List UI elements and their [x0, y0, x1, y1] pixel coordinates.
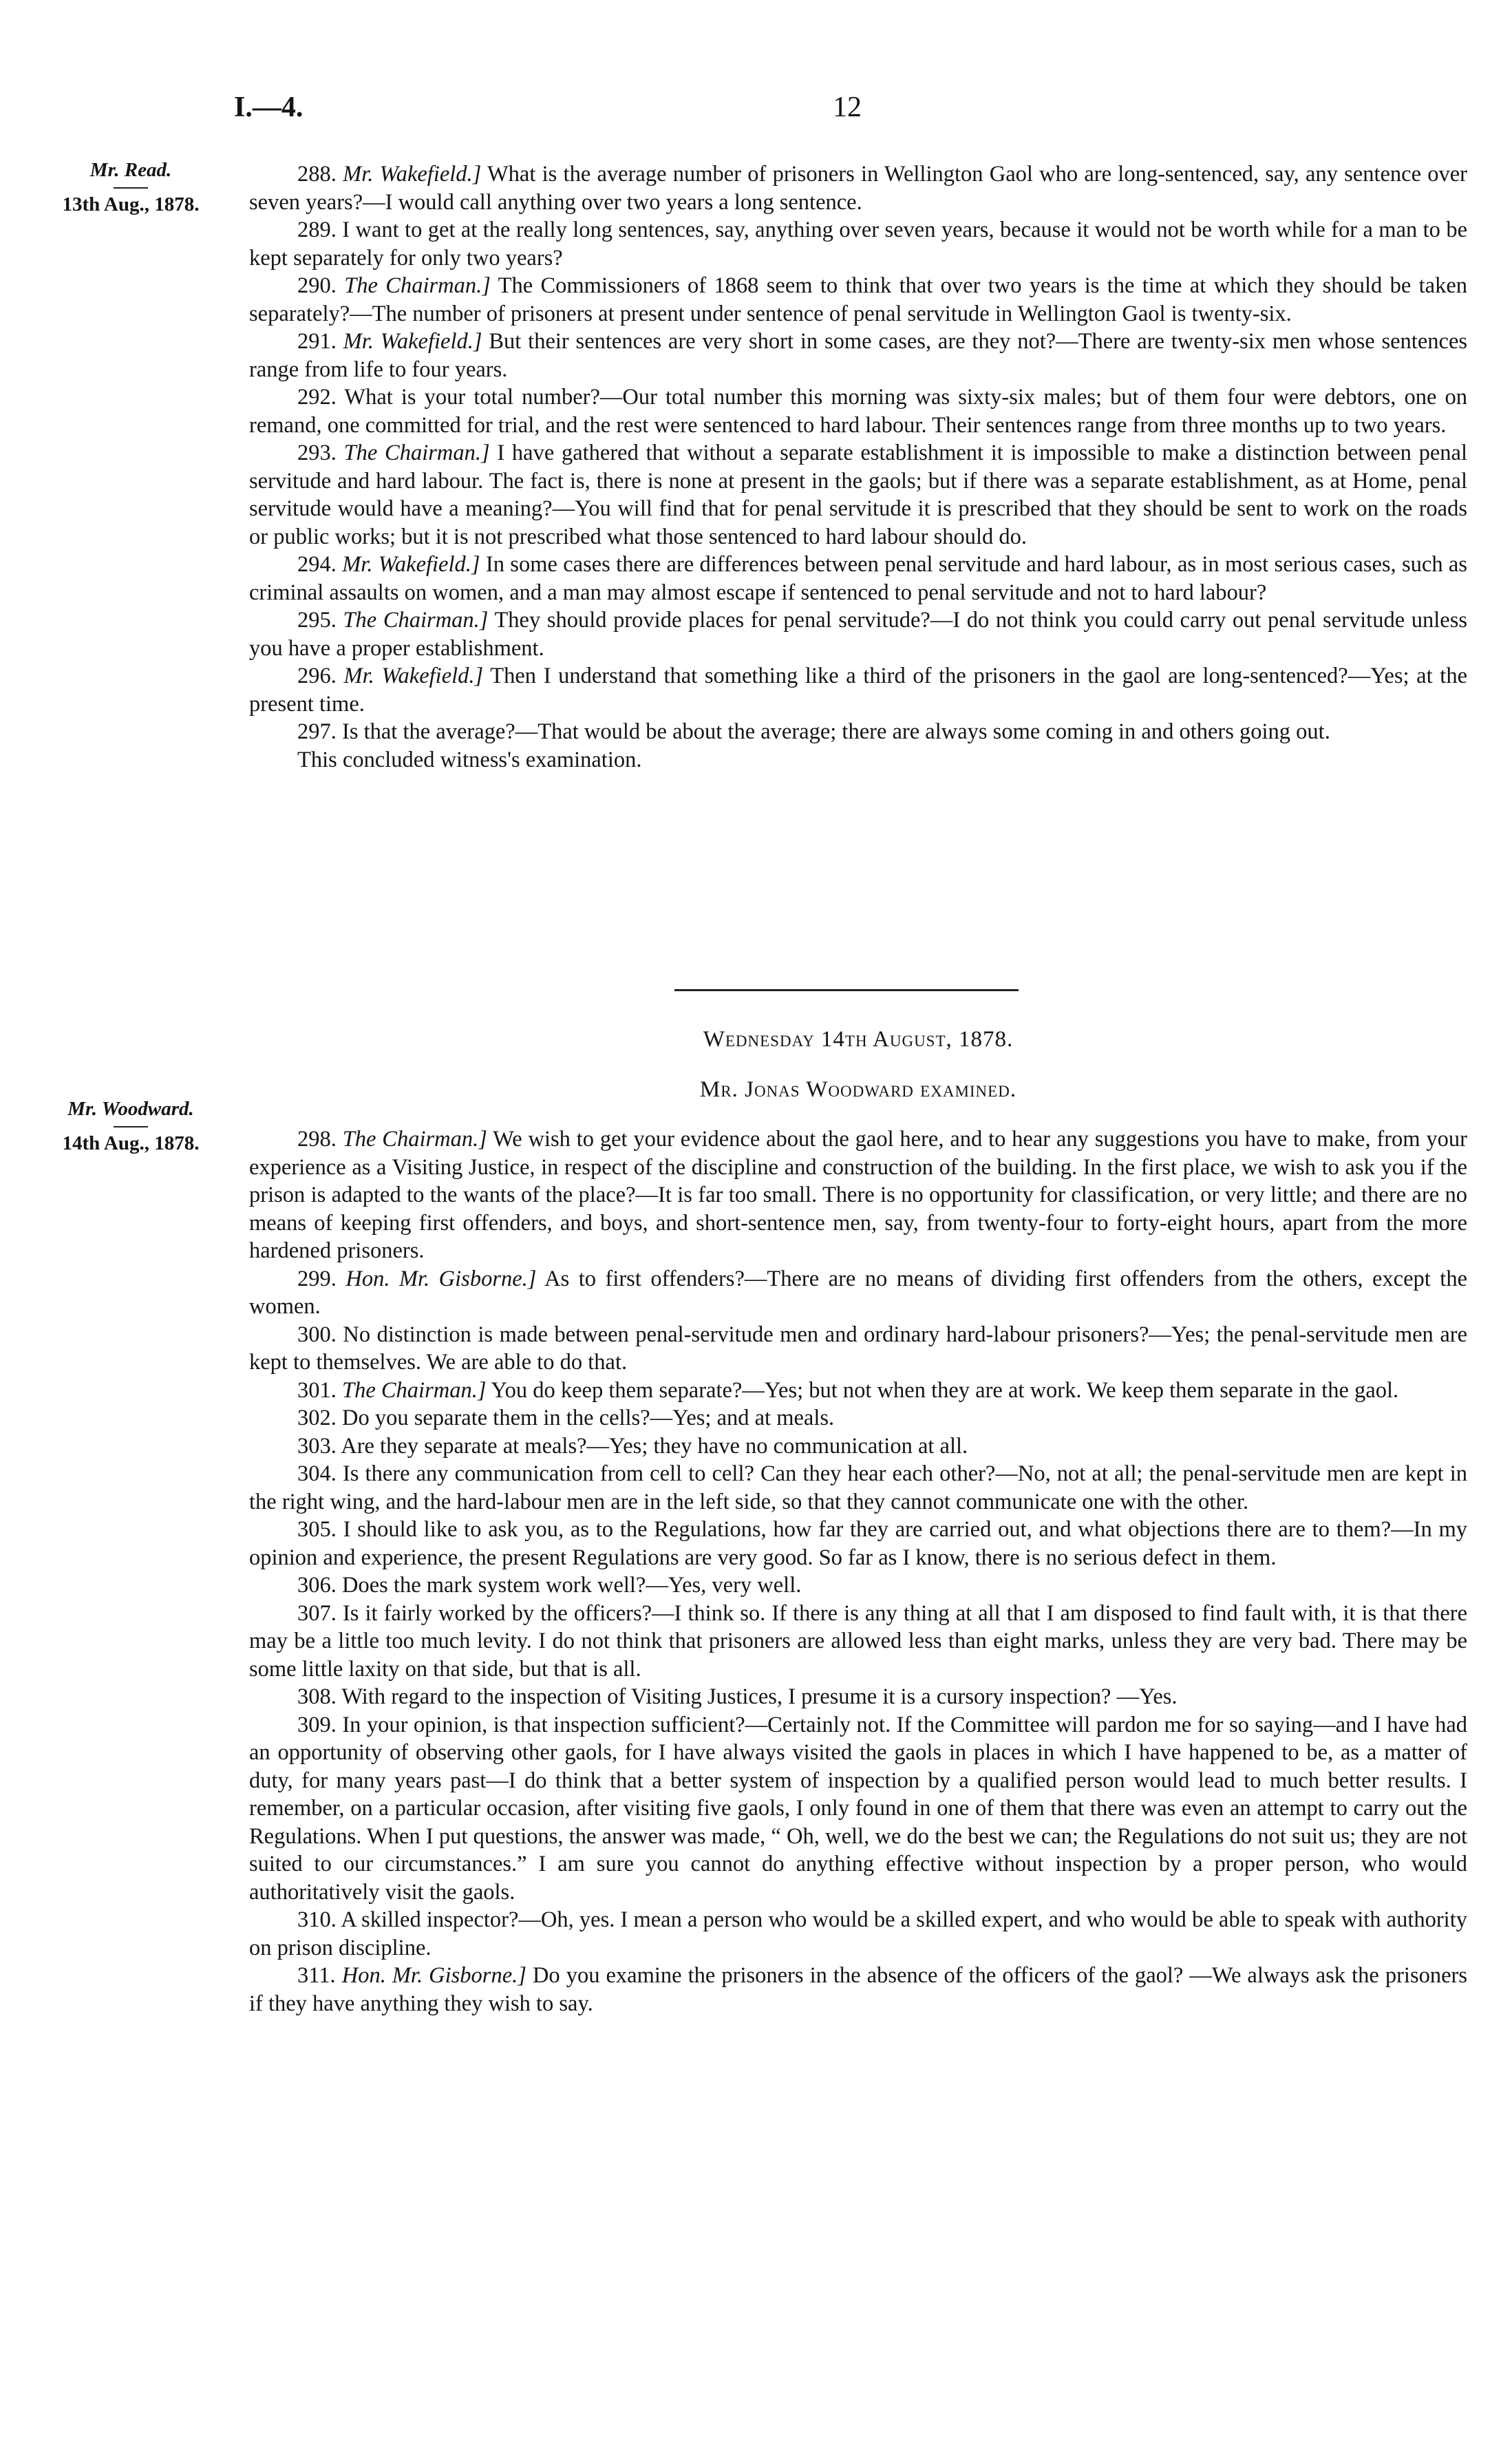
question-paragraph: 310. A skilled inspector?—Oh, yes. I mean a person who would be a skilled expert, and who would be able to speak with authority on prison discipline. [249, 1907, 1467, 1960]
question-paragraph: 296. Mr. Wakefield.] Then I understand that something like a third of the prisoners in the gaol are long-sentenced?—Yes; at the present time. [249, 664, 1468, 717]
section-read-testimony [249, 160, 1467, 774]
margin-note-read [28, 157, 234, 218]
witness-heading: Mr. Jonas Woodward examined. [699, 1077, 1017, 1102]
question-paragraph: 299. Hon. Mr. Gisborne.] As to first offenders?—There are no means of dividing first offenders from the others, except the women. [249, 1266, 1467, 1319]
question-paragraph: 303. Are they separate at meals?—Yes; they have no communication at all. [297, 1433, 968, 1459]
question-paragraph: 293. The Chairman.] I have gathered that without a separate establishment it is impossible to make a distinction between penal servitude and hard labour. The fact is, there is none at present in the gaols; but if there was a separate establishment, as at Home, penal servitude would have a meaning?—You will find that for penal servitude it is prescribed that they should be sent to work on the roads or public works; but it is not prescribed what those sentenced to hard labour should do. [249, 441, 1467, 549]
margin-witness: Mr. Woodward. [67, 1098, 194, 1120]
question-paragraph: 301. The Chairman.] You do keep them separate?—Yes; but not when they are at work. We keep them separate in the gaol. [297, 1377, 1399, 1403]
margin-rule [114, 1126, 148, 1127]
question-paragraph: 297. Is that the average?—That would be about the average; there are always some coming in and others going out. [297, 719, 1330, 744]
question-paragraph: 294. Mr. Wakefield.] In some cases there are differences between penal servitude and hard labour, as in most serious cases, such as criminal assaults on women, and a man may almost escape if sentenced to penal servitude and not to hard labour? [249, 552, 1467, 605]
question-paragraph: 309. In your opinion, is that inspection sufficient?—Certainly not. If the Committee will pardon me for so saying—and I have had an opportunity of observing other gaols, for I have always visited the gaols in places in which I have happened to be, as a matter of duty, for many years past—I do think that a better system of inspection by a qualified person would lead to much better results. I remember, on a particular occasion, after visiting five gaols, I only found in one of them that there was even an attempt to carry out the Regulations. When I put questions, the answer was made, “ Oh, well, we do the best we can; the Regulations do not suit us; they are not suited to our circumstances.” I am sure you cannot do anything effective without inspection by a proper person, who would authoritatively visit the gaols. [249, 1712, 1467, 1905]
question-paragraph: 305. I should like to ask you, as to the Regulations, how far they are carried out, and what objections there are to them?—In my opinion and experience, the present Regulations are very good. So far as I know, there is no serious defect in them. [249, 1517, 1467, 1570]
question-paragraph: 288. Mr. Wakefield.] What is the average number of prisoners in Wellington Gaol who are long-sentenced, say, any sentence over seven years?—I would call anything over two years a long sentence. [249, 162, 1467, 215]
section-divider [674, 989, 1019, 991]
question-paragraph: 306. Does the mark system work well?—Yes, very well. [297, 1573, 802, 1598]
page-header [234, 91, 1466, 125]
paper-reference: I.—4. [234, 92, 304, 123]
question-paragraph: 290. The Chairman.] The Commissioners of 1868 seem to think that over two years is the time at which they should be taken separately?—The number of prisoners at present under sentence of penal servitude in Wellington Gaol is twenty-six. [249, 273, 1467, 326]
question-paragraph: 304. Is there any communication from cell to cell? Can they hear each other?—No, not at all; the penal-servitude men are kept in the right wing, and the hard-labour men are in the left side, so that they cannot communicate one with the other. [249, 1461, 1468, 1514]
question-paragraph: 300. No distinction is made between penal-servitude men and ordinary hard-labour prisoners?—Yes; the penal-servitude men are kept to themselves. We are able to do that. [249, 1322, 1467, 1375]
examination-concluded: This concluded witness's examination. [297, 747, 642, 772]
question-paragraph: 307. Is it fairly worked by the officers?—I think so. If there is any thing at all that I am disposed to find fault with, it is that there may be a little too much levity. I do not think that prisoners are allowed less than eight marks, unless they are very bad. There may be some little laxity on that side, but that is all. [249, 1600, 1468, 1682]
margin-date: 13th Aug., 1878. [62, 193, 200, 215]
question-paragraph: 291. Mr. Wakefield.] But their sentences are very short in some cases, are they not?—There are twenty-six men whose sentences range from life to four years. [249, 329, 1468, 382]
margin-rule [114, 187, 148, 189]
question-paragraph: 292. What is your total number?—Our total number this morning was sixty-six males; but of them four were debtors, one on remand, one committed for trial, and the rest were sentenced to hard labour. Their sentences range from three months up to two years. [249, 385, 1467, 438]
margin-date: 14th Aug., 1878. [62, 1132, 200, 1154]
margin-note-woodward [28, 1096, 234, 1156]
question-paragraph: 289. I want to get at the really long sentences, say, anything over seven years, because it would not be worth while for a man to be kept separately for only two years? [249, 218, 1468, 271]
question-paragraph: 308. With regard to the inspection of Visiting Justices, I presume it is a cursory inspection? —Yes. [297, 1684, 1178, 1709]
date-heading: Wednesday 14th August, 1878. [703, 1027, 1014, 1052]
page-number: 12 [833, 92, 862, 123]
question-paragraph: 302. Do you separate them in the cells?—Yes; and at meals. [297, 1406, 835, 1430]
section-woodward-testimony [249, 1125, 1467, 2017]
margin-witness: Mr. Read. [89, 159, 172, 181]
question-paragraph: 298. The Chairman.] We wish to get your evidence about the gaol here, and to hear any suggestions you have to make, from your experience as a Visiting Justice, in respect of the discipline and construction of the building. In the first place, we wish to ask you if the prison is adapted to the wants of the place?—It is far too small. There is no opportunity for classification, or very little; and there are no means of keeping first offenders, and boys, and short-sentence men, say, from twenty-four to forty-eight hours, apart from the more hardened prisoners. [249, 1127, 1467, 1263]
question-paragraph: 295. The Chairman.] They should provide places for penal servitude?—I do not think you could carry out penal servitude unless you have a proper establishment. [249, 608, 1467, 661]
question-paragraph: 311. Hon. Mr. Gisborne.] Do you examine the prisoners in the absence of the officers of the gaol? —We always ask the prisoners if they have anything they wish to say. [249, 1963, 1467, 2016]
